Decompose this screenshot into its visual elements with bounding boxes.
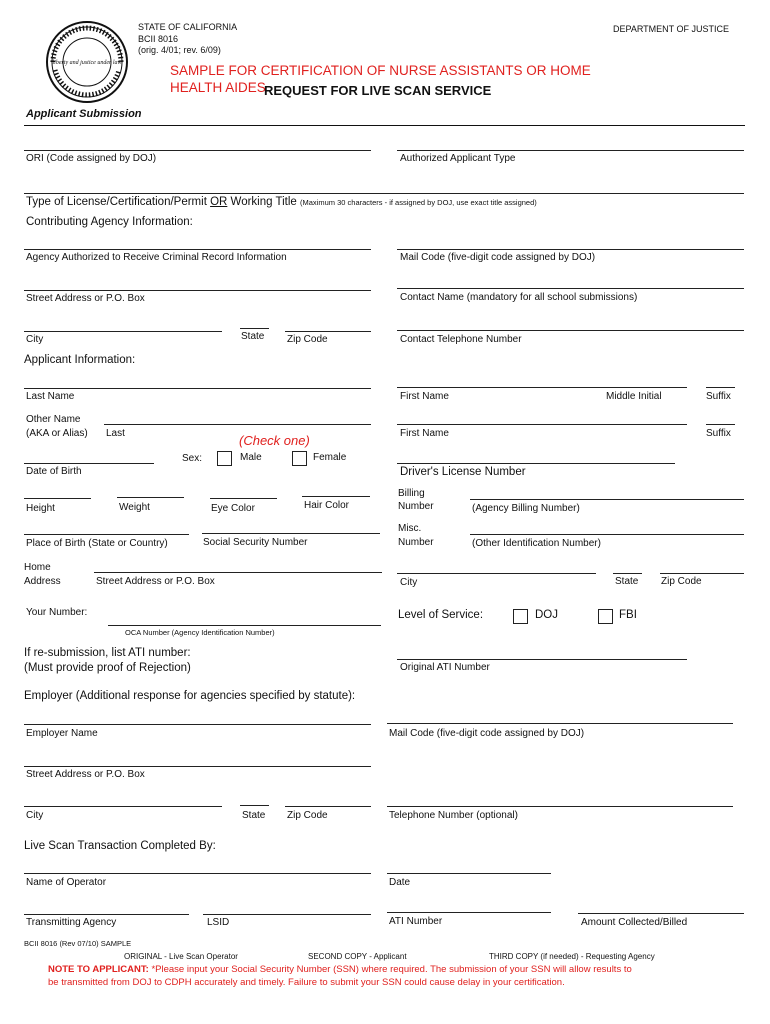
agency-state-field[interactable] — [240, 328, 269, 329]
hair-color-field[interactable] — [302, 496, 370, 497]
address-label: Address — [24, 576, 61, 587]
employer-zip-label: Zip Code — [287, 810, 328, 821]
authorized-applicant-type-field[interactable] — [397, 150, 744, 151]
max-characters-note: (Maximum 30 characters - if assigned by DOJ, use exact title assigned) — [300, 198, 537, 207]
seal-text: liberty and justice under law — [52, 60, 122, 66]
footer-copy-second: SECOND COPY - Applicant — [308, 952, 407, 961]
lsid-label: LSID — [207, 917, 230, 928]
applicant-submission-heading: Applicant Submission — [26, 108, 142, 120]
middle-initial-label: Middle Initial — [606, 391, 662, 402]
footer-copy-original: ORIGINAL - Live Scan Operator — [124, 952, 238, 961]
contact-name-label: Contact Name (mandatory for all school submissions) — [400, 292, 638, 303]
drivers-license-label: Driver's License Number — [400, 466, 526, 478]
employer-heading: Employer (Additional response for agencies specified by statute): — [24, 690, 356, 702]
license-label-row — [26, 196, 537, 208]
employer-name-field[interactable] — [24, 724, 371, 725]
sample-title-line1: SAMPLE FOR CERTIFICATION OF NURSE ASSISTANTS OR HOME — [170, 63, 591, 78]
form-revision: (orig. 4/01; rev. 6/09) — [138, 45, 221, 55]
last-name-field[interactable] — [24, 388, 371, 389]
employer-state-label: State — [242, 810, 266, 821]
employer-phone-field[interactable] — [387, 806, 733, 807]
other-id-field[interactable] — [470, 534, 744, 535]
agency-billing-label: (Agency Billing Number) — [472, 503, 580, 514]
employer-street-label: Street Address or P.O. Box — [26, 769, 145, 780]
weight-field[interactable] — [117, 497, 184, 498]
home-label: Home — [24, 562, 51, 573]
ati-number-field[interactable] — [387, 912, 551, 913]
first-name-field[interactable] — [397, 387, 687, 388]
employer-mail-code-label: Mail Code (five-digit code assigned by DOJ) — [389, 728, 585, 739]
proof-of-rejection-label: (Must provide proof of Rejection) — [24, 662, 191, 674]
form-title: REQUEST FOR LIVE SCAN SERVICE — [264, 83, 492, 98]
male-checkbox[interactable] — [217, 451, 232, 466]
first-name-label: First Name — [400, 391, 449, 402]
or-label: OR — [210, 196, 228, 208]
department-label: DEPARTMENT OF JUSTICE — [613, 24, 730, 34]
aka-label: (AKA or Alias) — [26, 428, 88, 439]
employer-street-field[interactable] — [24, 766, 371, 767]
section-rule — [24, 125, 745, 126]
contact-phone-label: Contact Telephone Number — [400, 334, 522, 345]
agency-label: Agency Authorized to Receive Criminal Record Information — [26, 252, 287, 263]
ssn-label: Social Security Number — [203, 537, 308, 548]
amount-collected-label: Amount Collected/Billed — [581, 917, 688, 928]
home-city-label: City — [400, 577, 418, 588]
agency-city-field[interactable] — [24, 331, 222, 332]
transmitting-agency-label: Transmitting Agency — [26, 917, 117, 928]
female-checkbox[interactable] — [292, 451, 307, 466]
check-one-label: (Check one) — [239, 433, 310, 448]
male-label: Male — [240, 452, 262, 463]
note-line1 — [48, 964, 632, 975]
height-label: Height — [26, 503, 55, 514]
billing-number-field[interactable] — [470, 499, 744, 500]
employer-state-field[interactable] — [240, 805, 269, 806]
lsid-field[interactable] — [203, 914, 371, 915]
original-ati-field[interactable] — [397, 659, 687, 660]
last-name-label: Last Name — [26, 391, 75, 402]
dob-field[interactable] — [24, 463, 154, 464]
other-last-name-field[interactable] — [104, 424, 371, 425]
home-zip-field[interactable] — [660, 573, 744, 574]
misc-number-label: Number — [398, 537, 434, 548]
female-label: Female — [313, 452, 347, 463]
sex-label: Sex: — [182, 453, 203, 464]
home-zip-label: Zip Code — [661, 576, 702, 587]
hair-color-label: Hair Color — [304, 500, 350, 511]
home-street-label: Street Address or P.O. Box — [96, 576, 215, 587]
dob-label: Date of Birth — [26, 466, 82, 477]
applicant-info-heading: Applicant Information: — [24, 354, 136, 366]
place-of-birth-label: Place of Birth (State or Country) — [26, 538, 168, 549]
suffix-label: Suffix — [706, 391, 731, 402]
resubmission-label: If re-submission, list ATI number: — [24, 647, 191, 659]
footer-copy-third: THIRD COPY (if needed) - Requesting Agency — [489, 952, 655, 961]
home-street-field[interactable] — [94, 572, 382, 573]
other-first-name-field[interactable] — [397, 424, 687, 425]
eye-color-field[interactable] — [210, 498, 277, 499]
amount-collected-field[interactable] — [578, 913, 744, 914]
note-label: NOTE TO APPLICANT: — [48, 964, 149, 975]
sample-title-line2: HEALTH AIDES — [170, 80, 266, 95]
home-state-field[interactable] — [613, 573, 642, 574]
agency-state-label: State — [241, 331, 265, 342]
date-field[interactable] — [387, 873, 551, 874]
eye-color-label: Eye Color — [211, 503, 255, 514]
height-field[interactable] — [24, 498, 91, 499]
misc-label: Misc. — [398, 523, 422, 534]
doj-seal-icon — [45, 20, 129, 104]
oca-label: OCA Number (Agency Identification Number) — [125, 628, 275, 637]
contributing-agency-heading: Contributing Agency Information: — [26, 216, 193, 228]
footer-form-rev: BCII 8016 (Rev 07/10) SAMPLE — [24, 939, 132, 948]
agency-city-label: City — [26, 334, 44, 345]
employer-city-label: City — [26, 810, 44, 821]
contact-phone-field[interactable] — [397, 330, 744, 331]
working-title-label: Working Title — [230, 196, 297, 208]
other-suffix-field[interactable] — [706, 424, 735, 425]
employer-mail-code-field[interactable] — [387, 723, 733, 724]
home-city-field[interactable] — [397, 573, 596, 574]
other-name-label: Other Name — [26, 414, 81, 425]
fbi-label: FBI — [619, 609, 637, 621]
note-text-1: *Please input your Social Security Number (SSN) where required. The submission of your SSN will allow results to — [151, 964, 632, 975]
state-label: STATE OF CALIFORNIA — [138, 22, 238, 32]
original-ati-label: Original ATI Number — [400, 662, 490, 673]
other-suffix-label: Suffix — [706, 428, 731, 439]
doj-checkbox[interactable] — [513, 609, 528, 624]
license-label: Type of License/Certification/Permit — [26, 196, 207, 208]
weight-label: Weight — [119, 502, 150, 513]
agency-street-label: Street Address or P.O. Box — [26, 293, 145, 304]
fbi-checkbox[interactable] — [598, 609, 613, 624]
operator-name-label: Name of Operator — [26, 877, 107, 888]
other-id-label: (Other Identification Number) — [472, 538, 601, 549]
suffix-field[interactable] — [706, 387, 735, 388]
billing-number-label: Number — [398, 501, 434, 512]
ati-number-label: ATI Number — [389, 916, 443, 927]
ori-label: ORI (Code assigned by DOJ) — [26, 153, 157, 164]
drivers-license-field[interactable] — [397, 463, 675, 464]
oca-number-field[interactable] — [108, 625, 381, 626]
agency-zip-label: Zip Code — [287, 334, 328, 345]
billing-label: Billing — [398, 488, 425, 499]
agency-mail-code-field[interactable] — [397, 249, 744, 250]
agency-zip-field[interactable] — [285, 331, 371, 332]
place-of-birth-field[interactable] — [24, 534, 189, 535]
transmitting-agency-field[interactable] — [24, 914, 189, 915]
transaction-heading: Live Scan Transaction Completed By: — [24, 840, 216, 852]
operator-name-field[interactable] — [24, 873, 371, 874]
level-of-service-label: Level of Service: — [398, 609, 484, 621]
form-id: BCII 8016 — [138, 34, 179, 44]
ori-field[interactable] — [24, 150, 371, 151]
date-label: Date — [389, 877, 411, 888]
agency-field[interactable] — [24, 249, 371, 250]
your-number-label: Your Number: — [26, 607, 88, 618]
home-state-label: State — [615, 576, 639, 587]
note-text-2: be transmitted from DOJ to CDPH accurately and timely. Failure to submit your SSN could cause delay in your certification. — [48, 977, 565, 988]
contact-name-field[interactable] — [397, 288, 744, 289]
ssn-field[interactable] — [202, 533, 380, 534]
employer-city-field[interactable] — [24, 806, 222, 807]
employer-phone-label: Telephone Number (optional) — [389, 810, 518, 821]
other-last-label: Last — [106, 428, 125, 439]
authorized-applicant-type-label: Authorized Applicant Type — [400, 153, 516, 164]
employer-name-label: Employer Name — [26, 728, 98, 739]
employer-zip-field[interactable] — [285, 806, 371, 807]
license-title-field[interactable] — [24, 193, 744, 194]
other-first-name-label: First Name — [400, 428, 449, 439]
agency-mail-code-label: Mail Code (five-digit code assigned by DOJ) — [400, 252, 596, 263]
doj-label: DOJ — [535, 609, 558, 621]
agency-street-field[interactable] — [24, 290, 371, 291]
